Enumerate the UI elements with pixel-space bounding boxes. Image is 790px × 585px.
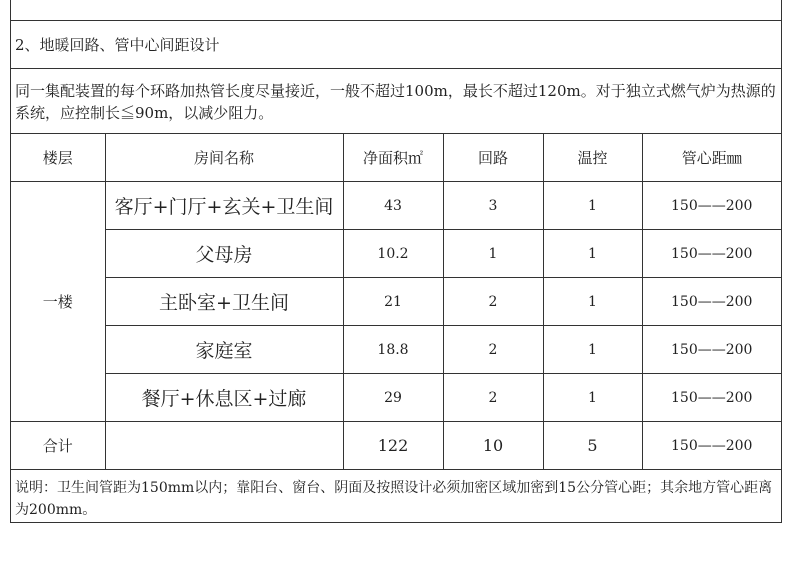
- area-cell: 43: [343, 182, 443, 230]
- header-pipe-spacing: 管心距㎜: [642, 134, 781, 182]
- header-net-area: 净面积㎡: [343, 134, 443, 182]
- room-name-cell: 餐厅+休息区+过廊: [105, 374, 343, 422]
- spacing-cell: 150——200: [642, 278, 781, 326]
- spacing-cell: 150——200: [642, 230, 781, 278]
- loops-cell: 2: [443, 374, 543, 422]
- note-paragraph: 说明：卫生间管距为150mm以内；靠阳台、窗台、阴面及按照设计必须加密区域加密到15公分管心距；其余地方管心距离为200mm。: [11, 470, 781, 523]
- room-name-cell: 家庭室: [105, 326, 343, 374]
- header-floor: 楼层: [11, 134, 105, 182]
- area-cell: 21: [343, 278, 443, 326]
- area-cell: 29: [343, 374, 443, 422]
- total-spacing-cell: 150——200: [642, 422, 781, 470]
- table-row: [11, 182, 781, 230]
- section-title: 2、地暖回路、管中心间距设计: [11, 21, 781, 69]
- total-thermostat-cell: 5: [543, 422, 642, 470]
- area-cell: 18.8: [343, 326, 443, 374]
- loops-cell: 2: [443, 278, 543, 326]
- room-name-cell: 父母房: [105, 230, 343, 278]
- thermostat-cell: 1: [543, 326, 642, 374]
- total-area-cell: 122: [343, 422, 443, 470]
- header-loops: 回路: [443, 134, 543, 182]
- total-room-cell: [105, 422, 343, 470]
- table-row: [11, 374, 781, 422]
- loops-cell: 3: [443, 182, 543, 230]
- document: [10, 0, 782, 523]
- floor-cell: 一楼: [11, 182, 105, 422]
- table-row: [11, 326, 781, 374]
- table-header-row: [11, 134, 781, 182]
- header-room-name: 房间名称: [105, 134, 343, 182]
- thermostat-cell: 1: [543, 182, 642, 230]
- thermostat-cell: 1: [543, 278, 642, 326]
- heating-loop-table: [11, 134, 781, 470]
- thermostat-cell: 1: [543, 230, 642, 278]
- top-empty-row: [11, 0, 781, 21]
- room-name-cell: 主卧室+卫生间: [105, 278, 343, 326]
- table-total-row: [11, 422, 781, 470]
- header-thermostat: 温控: [543, 134, 642, 182]
- table-row: [11, 230, 781, 278]
- thermostat-cell: 1: [543, 374, 642, 422]
- spacing-cell: 150——200: [642, 374, 781, 422]
- intro-paragraph: 同一集配装置的每个环路加热管长度尽量接近，一般不超过100m，最长不超过120m。对于独立式燃气炉为热源的系统，应控制长≦90m，以减少阻力。: [11, 69, 781, 134]
- total-loops-cell: 10: [443, 422, 543, 470]
- total-label-cell: 合计: [11, 422, 105, 470]
- spacing-cell: 150——200: [642, 182, 781, 230]
- spacing-cell: 150——200: [642, 326, 781, 374]
- loops-cell: 1: [443, 230, 543, 278]
- area-cell: 10.2: [343, 230, 443, 278]
- table-row: [11, 278, 781, 326]
- room-name-cell: 客厅+门厅+玄关+卫生间: [105, 182, 343, 230]
- loops-cell: 2: [443, 326, 543, 374]
